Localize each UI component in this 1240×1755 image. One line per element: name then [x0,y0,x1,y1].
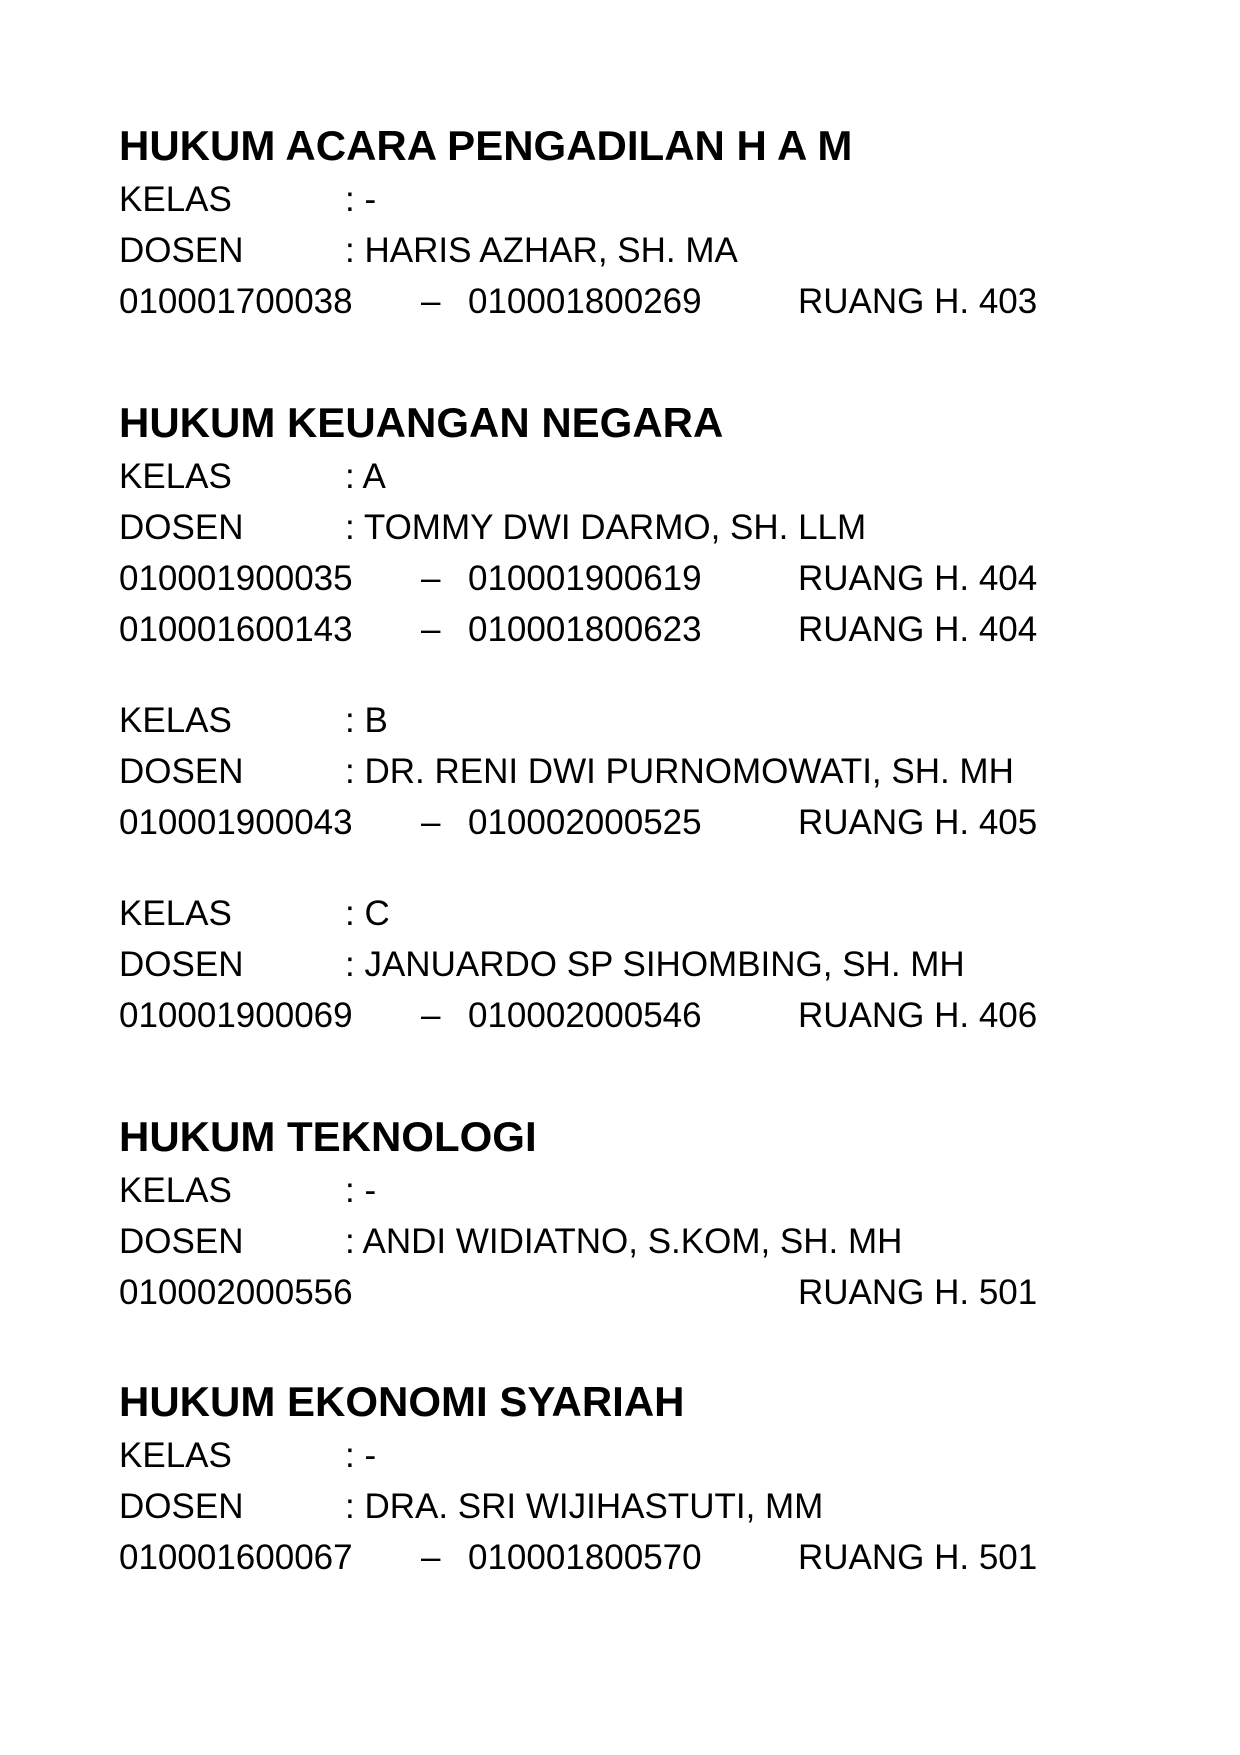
nim-from: 010001600143 [119,610,353,649]
range-dash: – [421,803,441,842]
class-spacer [119,848,1129,888]
kelas-label: KELAS [119,894,232,933]
schedule-page [119,118,1129,1583]
range-dash: – [421,1538,441,1577]
dosen-label: DOSEN [119,231,244,270]
room-label: RUANG H. 406 [798,996,1038,1035]
room-label: RUANG H. 501 [798,1273,1038,1312]
course-title: HUKUM ACARA PENGADILAN H A M [119,122,853,169]
range-dash: – [421,610,441,649]
dosen-line [119,1481,1129,1532]
class-spacer [119,655,1129,695]
nim-range-line [119,604,1129,655]
kelas-value: : C [345,894,390,933]
course-block [119,1109,1129,1318]
dosen-value: : ANDI WIDIATNO, S.KOM, SH. MH [345,1222,903,1261]
nim-range-line [119,990,1129,1041]
kelas-value: : A [345,457,386,496]
dosen-line [119,1216,1129,1267]
dosen-value: : TOMMY DWI DARMO, SH. LLM [345,508,867,547]
dosen-value: : HARIS AZHAR, SH. MA [345,231,738,270]
course-spacer [119,327,1129,395]
range-dash: – [421,282,441,321]
dosen-line [119,502,1129,553]
kelas-line [119,1430,1129,1481]
nim-from: 010001600067 [119,1538,353,1577]
room-label: RUANG H. 403 [798,282,1038,321]
nim-from: 010001900035 [119,559,353,598]
nim-to: 010001900619 [468,559,702,598]
range-dash: – [421,559,441,598]
nim-to: 010001800623 [468,610,702,649]
nim-range-line [119,1267,1129,1318]
kelas-line [119,174,1129,225]
kelas-label: KELAS [119,1171,232,1210]
kelas-value: : - [345,1436,377,1475]
course-block [119,118,1129,327]
kelas-value: : B [345,701,388,740]
dosen-value: : DRA. SRI WIJIHASTUTI, MM [345,1487,824,1526]
dosen-label: DOSEN [119,752,244,791]
dosen-label: DOSEN [119,1222,244,1261]
kelas-label: KELAS [119,457,232,496]
course-title: HUKUM EKONOMI SYARIAH [119,1378,685,1425]
nim-to: 010002000525 [468,803,702,842]
dosen-label: DOSEN [119,945,244,984]
kelas-label: KELAS [119,701,232,740]
dosen-value: : DR. RENI DWI PURNOMOWATI, SH. MH [345,752,1014,791]
kelas-line [119,451,1129,502]
course-spacer [119,1318,1129,1374]
course-block [119,395,1129,1041]
nim-range-line [119,276,1129,327]
nim-to: 010001800269 [468,282,702,321]
kelas-line [119,695,1129,746]
dosen-line [119,746,1129,797]
room-label: RUANG H. 501 [798,1538,1038,1577]
nim-to: 010001800570 [468,1538,702,1577]
kelas-value: : - [345,1171,377,1210]
nim-range-line [119,1532,1129,1583]
course-spacer [119,1041,1129,1109]
room-label: RUANG H. 405 [798,803,1038,842]
nim-from: 010001900043 [119,803,353,842]
nim-range-line [119,797,1129,848]
course-title: HUKUM KEUANGAN NEGARA [119,399,724,446]
dosen-label: DOSEN [119,1487,244,1526]
kelas-label: KELAS [119,180,232,219]
dosen-line [119,939,1129,990]
room-label: RUANG H. 404 [798,610,1038,649]
course-title: HUKUM TEKNOLOGI [119,1113,537,1160]
nim-from: 010001700038 [119,282,353,321]
dosen-value: : JANUARDO SP SIHOMBING, SH. MH [345,945,965,984]
course-block [119,1374,1129,1583]
kelas-line [119,888,1129,939]
nim-from: 010002000556 [119,1273,353,1312]
kelas-line [119,1165,1129,1216]
nim-range-line [119,553,1129,604]
nim-from: 010001900069 [119,996,353,1035]
room-label: RUANG H. 404 [798,559,1038,598]
nim-to: 010002000546 [468,996,702,1035]
dosen-line [119,225,1129,276]
range-dash: – [421,996,441,1035]
dosen-label: DOSEN [119,508,244,547]
kelas-label: KELAS [119,1436,232,1475]
kelas-value: : - [345,180,377,219]
